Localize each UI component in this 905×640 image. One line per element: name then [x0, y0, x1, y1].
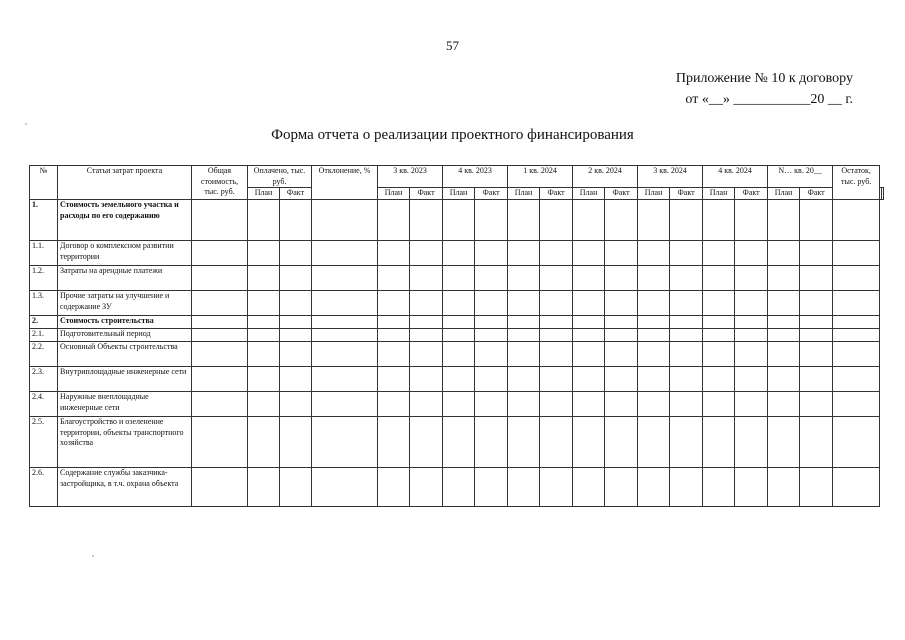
value-cell[interactable] — [833, 392, 880, 417]
appendix-line-2: от «__» ___________20 __ г. — [685, 92, 853, 107]
value-cell[interactable] — [768, 367, 800, 392]
appendix-heading — [676, 68, 853, 110]
financing-report-table — [29, 165, 884, 507]
value-cell[interactable] — [735, 329, 768, 342]
value-cell[interactable] — [540, 392, 573, 417]
value-cell[interactable] — [508, 417, 540, 468]
value-cell[interactable] — [638, 291, 670, 316]
value-cell[interactable] — [768, 200, 800, 241]
value-cell[interactable] — [573, 367, 605, 392]
header-num: № — [30, 166, 58, 200]
value-cell[interactable] — [638, 342, 670, 367]
value-cell[interactable] — [443, 367, 475, 392]
value-cell[interactable] — [800, 367, 833, 392]
value-cell[interactable] — [670, 266, 703, 291]
value-cell[interactable] — [670, 200, 703, 241]
row-number: 2.3. — [30, 367, 58, 392]
value-cell[interactable] — [800, 200, 833, 241]
value-cell[interactable] — [248, 342, 280, 367]
value-cell[interactable] — [540, 468, 573, 507]
value-cell[interactable] — [573, 392, 605, 417]
value-cell[interactable] — [768, 329, 800, 342]
value-cell[interactable] — [703, 367, 735, 392]
value-cell[interactable] — [475, 241, 508, 266]
value-cell[interactable] — [768, 392, 800, 417]
value-cell[interactable] — [248, 316, 280, 329]
value-cell[interactable] — [248, 329, 280, 342]
value-cell[interactable] — [800, 241, 833, 266]
value-cell[interactable] — [540, 367, 573, 392]
value-cell[interactable] — [508, 241, 540, 266]
subheader-fact: Факт — [410, 188, 443, 200]
subheader-plan: План — [768, 188, 800, 200]
value-cell[interactable] — [248, 200, 280, 241]
value-cell[interactable] — [280, 367, 312, 392]
value-cell[interactable] — [735, 468, 768, 507]
value-cell[interactable] — [833, 367, 880, 392]
value-cell[interactable] — [670, 417, 703, 468]
value-cell[interactable] — [605, 417, 638, 468]
value-cell[interactable] — [670, 392, 703, 417]
value-cell[interactable] — [508, 342, 540, 367]
value-cell[interactable] — [378, 291, 410, 316]
value-cell[interactable] — [800, 392, 833, 417]
table-row — [30, 200, 884, 241]
value-cell[interactable] — [735, 367, 768, 392]
value-cell[interactable] — [443, 291, 475, 316]
value-cell[interactable] — [312, 329, 378, 342]
value-cell[interactable] — [312, 367, 378, 392]
value-cell[interactable] — [410, 392, 443, 417]
value-cell[interactable] — [638, 266, 670, 291]
value-cell[interactable] — [248, 367, 280, 392]
value-cell[interactable] — [703, 291, 735, 316]
value-cell[interactable] — [703, 266, 735, 291]
value-cell[interactable] — [800, 329, 833, 342]
value-cell[interactable] — [410, 417, 443, 468]
value-cell[interactable] — [312, 392, 378, 417]
subheader-fact: Факт — [670, 188, 703, 200]
value-cell[interactable] — [508, 266, 540, 291]
table-row — [30, 392, 884, 417]
value-cell[interactable] — [508, 468, 540, 507]
row-number: 2.6. — [30, 468, 58, 507]
value-cell[interactable] — [735, 291, 768, 316]
value-cell[interactable] — [833, 266, 880, 291]
value-cell[interactable] — [605, 468, 638, 507]
value-cell[interactable] — [573, 200, 605, 241]
value-cell[interactable] — [280, 266, 312, 291]
value-cell[interactable] — [768, 266, 800, 291]
row-number: 1.1. — [30, 241, 58, 266]
value-cell[interactable] — [670, 241, 703, 266]
value-cell[interactable] — [280, 417, 312, 468]
header-paid: Оплачено, тыс. руб. — [248, 166, 312, 188]
value-cell[interactable] — [280, 329, 312, 342]
cost-item-name: Подготовительный период — [58, 329, 192, 342]
table-row — [30, 316, 884, 329]
value-cell[interactable] — [540, 417, 573, 468]
value-cell[interactable] — [443, 241, 475, 266]
value-cell[interactable] — [280, 291, 312, 316]
subheader-fact — [882, 188, 884, 200]
value-cell[interactable] — [638, 468, 670, 507]
value-cell[interactable] — [735, 392, 768, 417]
value-cell[interactable] — [443, 329, 475, 342]
header-period: 3 кв. 2023 — [378, 166, 443, 188]
value-cell[interactable] — [703, 329, 735, 342]
value-cell[interactable] — [638, 367, 670, 392]
page-number: 57 — [446, 38, 459, 53]
value-cell[interactable] — [638, 392, 670, 417]
header-remainder: Остаток, тыс. руб. — [833, 166, 880, 200]
header-period: 3 кв. 2024 — [638, 166, 703, 188]
appendix-line-1: Приложение № 10 к договору — [675, 71, 853, 86]
subheader-fact: Факт — [800, 188, 833, 200]
row-number: 1. — [30, 200, 58, 241]
cost-item-name: Наружные внеплощадные инженерные сети — [58, 392, 192, 417]
header-item: Статьи затрат проекта — [58, 166, 192, 200]
value-cell[interactable] — [573, 329, 605, 342]
value-cell[interactable] — [475, 200, 508, 241]
value-cell[interactable] — [280, 468, 312, 507]
subheader-plan: План — [248, 188, 280, 200]
value-cell[interactable] — [475, 468, 508, 507]
value-cell[interactable] — [540, 342, 573, 367]
value-cell[interactable] — [248, 241, 280, 266]
value-cell[interactable] — [475, 417, 508, 468]
value-cell[interactable] — [475, 342, 508, 367]
value-cell[interactable] — [638, 200, 670, 241]
value-cell[interactable] — [443, 468, 475, 507]
value-cell[interactable] — [768, 417, 800, 468]
header-period: 4 кв. 2023 — [443, 166, 508, 188]
value-cell[interactable] — [248, 291, 280, 316]
subheader-plan: План — [508, 188, 540, 200]
value-cell[interactable] — [312, 342, 378, 367]
value-cell[interactable] — [703, 342, 735, 367]
value-cell[interactable] — [833, 417, 880, 468]
value-cell[interactable] — [312, 200, 378, 241]
value-cell[interactable] — [192, 291, 248, 316]
subheader-fact: Факт — [540, 188, 573, 200]
value-cell[interactable] — [833, 316, 880, 329]
subheader-fact: Факт — [280, 188, 312, 200]
value-cell[interactable] — [540, 241, 573, 266]
value-cell[interactable] — [192, 417, 248, 468]
value-cell[interactable] — [312, 241, 378, 266]
value-cell[interactable] — [192, 316, 248, 329]
row-number: 2.2. — [30, 342, 58, 367]
value-cell[interactable] — [192, 367, 248, 392]
subheader-plan: План — [573, 188, 605, 200]
value-cell[interactable] — [670, 316, 703, 329]
subheader-plan: План — [703, 188, 735, 200]
value-cell[interactable] — [670, 342, 703, 367]
value-cell[interactable] — [312, 417, 378, 468]
table-row — [30, 342, 884, 367]
value-cell[interactable] — [735, 417, 768, 468]
value-cell[interactable] — [703, 200, 735, 241]
value-cell[interactable] — [573, 266, 605, 291]
value-cell[interactable] — [605, 342, 638, 367]
subheader-plan: План — [443, 188, 475, 200]
scan-speck — [92, 555, 94, 557]
value-cell[interactable] — [703, 316, 735, 329]
value-cell[interactable] — [703, 417, 735, 468]
value-cell[interactable] — [508, 316, 540, 329]
value-cell[interactable] — [475, 367, 508, 392]
value-cell[interactable] — [605, 266, 638, 291]
value-cell[interactable] — [312, 316, 378, 329]
value-cell[interactable] — [410, 316, 443, 329]
value-cell[interactable] — [312, 468, 378, 507]
subheader-fact: Факт — [735, 188, 768, 200]
value-cell[interactable] — [248, 468, 280, 507]
value-cell[interactable] — [410, 266, 443, 291]
value-cell[interactable] — [833, 200, 880, 241]
value-cell[interactable] — [800, 417, 833, 468]
value-cell[interactable] — [605, 241, 638, 266]
value-cell[interactable] — [768, 316, 800, 329]
table-row — [30, 417, 884, 468]
table-row — [30, 367, 884, 392]
value-cell[interactable] — [540, 329, 573, 342]
value-cell[interactable] — [605, 316, 638, 329]
value-cell[interactable] — [833, 329, 880, 342]
value-cell[interactable] — [670, 468, 703, 507]
value-cell[interactable] — [280, 316, 312, 329]
value-cell[interactable] — [312, 266, 378, 291]
subheader-fact: Факт — [475, 188, 508, 200]
value-cell[interactable] — [833, 241, 880, 266]
header-period: N… кв. 20__ — [768, 166, 833, 188]
form-title: Форма отчета о реализации проектного финансирования — [271, 127, 634, 143]
value-cell[interactable] — [573, 291, 605, 316]
value-cell[interactable] — [800, 342, 833, 367]
value-cell[interactable] — [605, 392, 638, 417]
value-cell[interactable] — [833, 291, 880, 316]
value-cell[interactable] — [768, 291, 800, 316]
value-cell[interactable] — [833, 468, 880, 507]
value-cell[interactable] — [475, 316, 508, 329]
value-cell[interactable] — [410, 200, 443, 241]
header-period: 2 кв. 2024 — [573, 166, 638, 188]
value-cell[interactable] — [192, 266, 248, 291]
value-cell[interactable] — [443, 200, 475, 241]
value-cell[interactable] — [443, 342, 475, 367]
header-total: Общая стоимость, тыс. руб. — [192, 166, 248, 200]
value-cell[interactable] — [735, 266, 768, 291]
value-cell[interactable] — [410, 329, 443, 342]
value-cell[interactable] — [768, 342, 800, 367]
value-cell[interactable] — [735, 316, 768, 329]
value-cell[interactable] — [605, 329, 638, 342]
value-cell[interactable] — [192, 200, 248, 241]
value-cell[interactable] — [378, 367, 410, 392]
value-cell[interactable] — [540, 316, 573, 329]
value-cell[interactable] — [735, 342, 768, 367]
value-cell[interactable] — [280, 392, 312, 417]
value-cell[interactable] — [410, 241, 443, 266]
value-cell[interactable] — [735, 200, 768, 241]
value-cell[interactable] — [280, 342, 312, 367]
value-cell[interactable] — [573, 468, 605, 507]
value-cell[interactable] — [508, 200, 540, 241]
cost-item-name: Прочие затраты на улучшение и содержание ЗУ — [58, 291, 192, 316]
value-cell[interactable] — [192, 392, 248, 417]
value-cell[interactable] — [638, 241, 670, 266]
value-cell[interactable] — [192, 241, 248, 266]
header-period: 1 кв. 2024 — [508, 166, 573, 188]
value-cell[interactable] — [638, 417, 670, 468]
value-cell[interactable] — [378, 342, 410, 367]
cost-item-name: Стоимость земельного участка и расходы по его содержанию — [58, 200, 192, 241]
cost-item-name: Стоимость строительства — [58, 316, 192, 329]
value-cell[interactable] — [768, 468, 800, 507]
value-cell[interactable] — [508, 329, 540, 342]
value-cell[interactable] — [605, 367, 638, 392]
header-row — [30, 166, 884, 188]
row-number: 2.1. — [30, 329, 58, 342]
value-cell[interactable] — [508, 392, 540, 417]
value-cell[interactable] — [475, 266, 508, 291]
value-cell[interactable] — [800, 468, 833, 507]
value-cell[interactable] — [670, 367, 703, 392]
value-cell[interactable] — [248, 266, 280, 291]
table-body — [30, 200, 884, 507]
value-cell[interactable] — [833, 342, 880, 367]
value-cell[interactable] — [192, 468, 248, 507]
row-number: 2. — [30, 316, 58, 329]
value-cell[interactable] — [410, 291, 443, 316]
value-cell[interactable] — [378, 468, 410, 507]
value-cell[interactable] — [573, 417, 605, 468]
value-cell[interactable] — [248, 392, 280, 417]
value-cell[interactable] — [443, 417, 475, 468]
value-cell[interactable] — [800, 291, 833, 316]
value-cell[interactable] — [378, 200, 410, 241]
value-cell[interactable] — [573, 241, 605, 266]
value-cell[interactable] — [735, 241, 768, 266]
value-cell[interactable] — [670, 329, 703, 342]
value-cell[interactable] — [605, 291, 638, 316]
value-cell[interactable] — [800, 266, 833, 291]
cost-item-name: Содержание службы заказчика-застройщика, в т.ч. охрана объекта — [58, 468, 192, 507]
value-cell[interactable] — [540, 200, 573, 241]
table-row — [30, 468, 884, 507]
subheader-plan: План — [638, 188, 670, 200]
cost-item-name: Затраты на арендные платежи — [58, 266, 192, 291]
value-cell[interactable] — [378, 316, 410, 329]
value-cell[interactable] — [192, 342, 248, 367]
value-cell[interactable] — [638, 329, 670, 342]
value-cell[interactable] — [410, 468, 443, 507]
value-cell[interactable] — [378, 266, 410, 291]
value-cell[interactable] — [443, 392, 475, 417]
value-cell[interactable] — [378, 392, 410, 417]
table-row — [30, 241, 884, 266]
value-cell[interactable] — [378, 417, 410, 468]
value-cell[interactable] — [703, 392, 735, 417]
value-cell[interactable] — [475, 392, 508, 417]
value-cell[interactable] — [410, 367, 443, 392]
value-cell[interactable] — [508, 291, 540, 316]
value-cell[interactable] — [378, 329, 410, 342]
value-cell[interactable] — [573, 342, 605, 367]
value-cell[interactable] — [768, 241, 800, 266]
subheader-plan: План — [378, 188, 410, 200]
value-cell[interactable] — [410, 342, 443, 367]
value-cell[interactable] — [312, 291, 378, 316]
value-cell[interactable] — [573, 316, 605, 329]
value-cell[interactable] — [248, 417, 280, 468]
value-cell[interactable] — [443, 266, 475, 291]
value-cell[interactable] — [540, 266, 573, 291]
value-cell[interactable] — [280, 200, 312, 241]
value-cell[interactable] — [703, 241, 735, 266]
cost-item-name: Договор о комплексном развитии территории — [58, 241, 192, 266]
value-cell[interactable] — [800, 316, 833, 329]
value-cell[interactable] — [475, 291, 508, 316]
cost-item-name: Внутриплощадные инженерные сети — [58, 367, 192, 392]
row-number: 2.5. — [30, 417, 58, 468]
scan-speck — [25, 123, 27, 125]
value-cell[interactable] — [703, 468, 735, 507]
value-cell[interactable] — [443, 316, 475, 329]
value-cell[interactable] — [540, 291, 573, 316]
value-cell[interactable] — [605, 200, 638, 241]
row-number: 1.2. — [30, 266, 58, 291]
row-number: 2.4. — [30, 392, 58, 417]
value-cell[interactable] — [378, 241, 410, 266]
value-cell[interactable] — [192, 329, 248, 342]
value-cell[interactable] — [508, 367, 540, 392]
table-row — [30, 291, 884, 316]
header-deviation: Отклонение, % — [312, 166, 378, 200]
subheader-fact: Факт — [605, 188, 638, 200]
value-cell[interactable] — [475, 329, 508, 342]
row-number: 1.3. — [30, 291, 58, 316]
value-cell[interactable] — [638, 316, 670, 329]
cost-item-name: Основный Объекты строительства — [58, 342, 192, 367]
header-period: 4 кв. 2024 — [703, 166, 768, 188]
cost-item-name: Благоустройство и озеленение территории, объекты транспортного хозяйства — [58, 417, 192, 468]
value-cell[interactable] — [670, 291, 703, 316]
table-row — [30, 329, 884, 342]
table-row — [30, 266, 884, 291]
value-cell[interactable] — [280, 241, 312, 266]
